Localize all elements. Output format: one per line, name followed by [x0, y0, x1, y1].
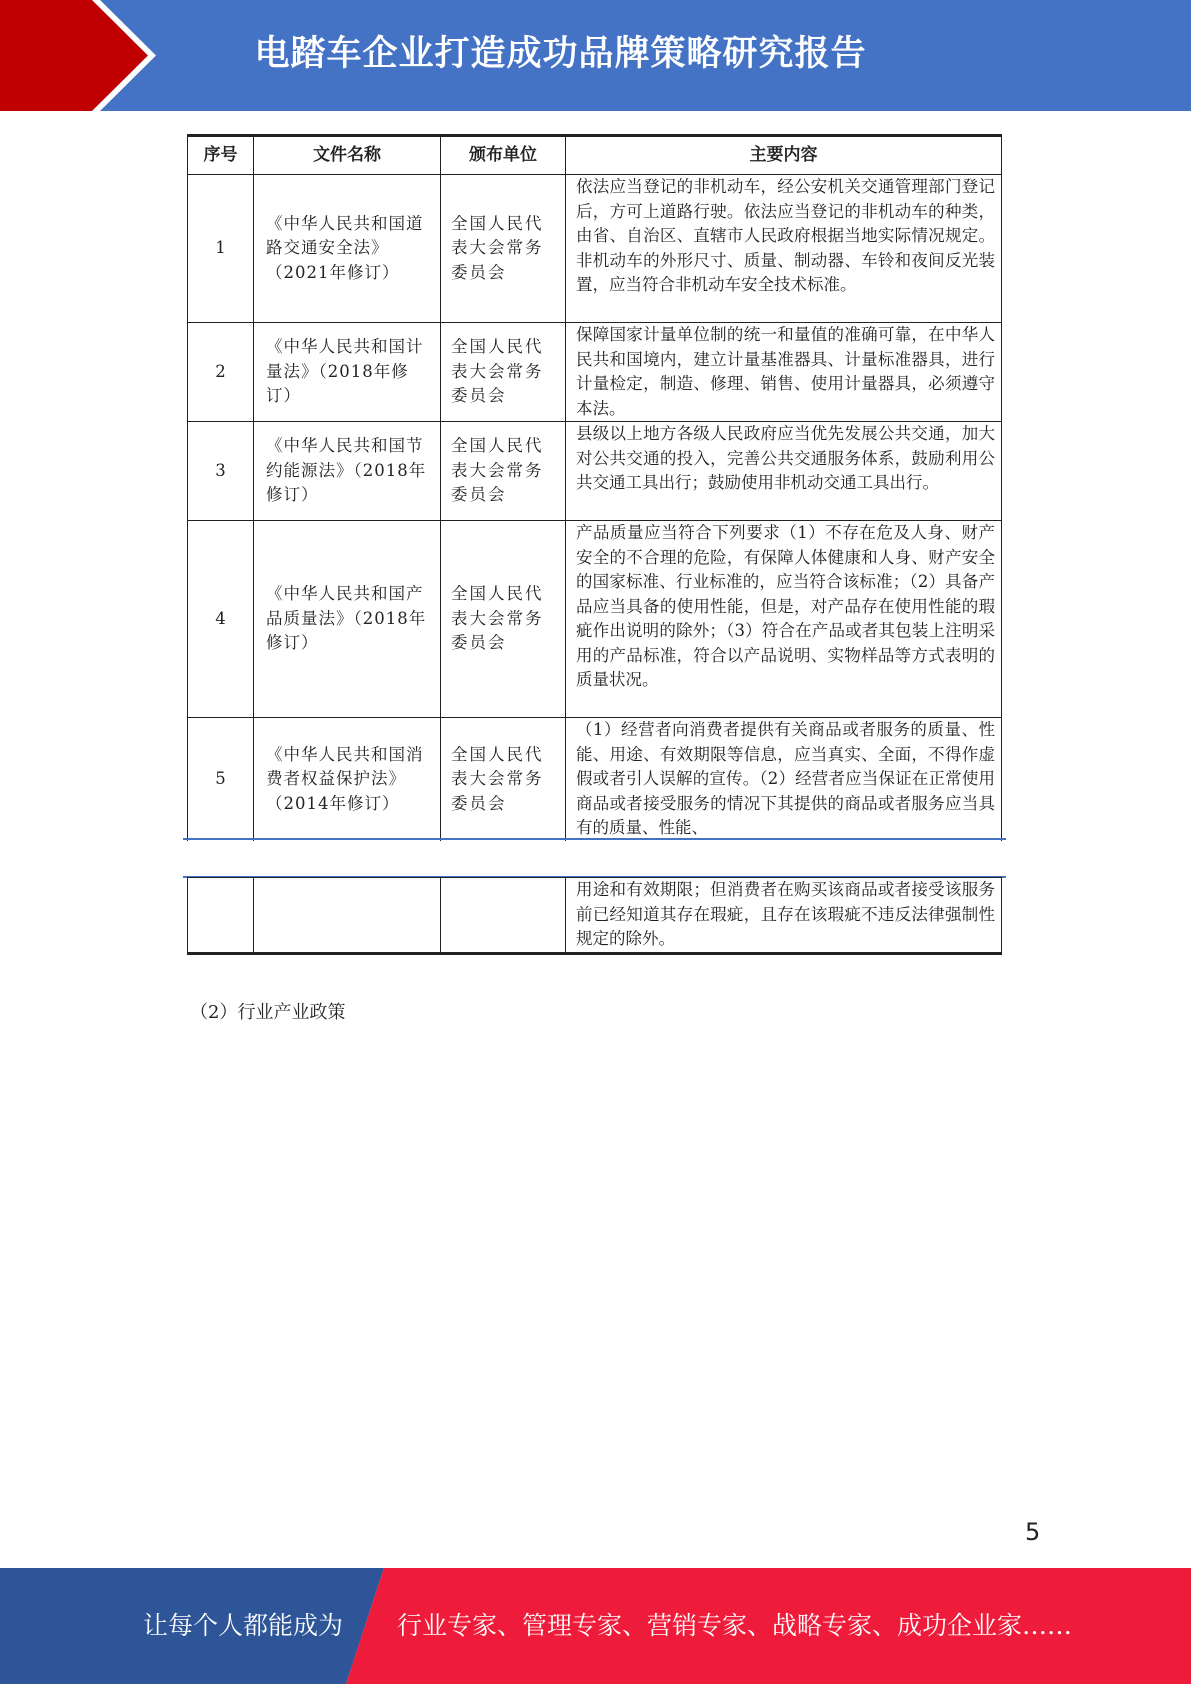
row-number: 2 [188, 323, 254, 422]
issuer: 全国人民代表大会常务委员会 [441, 323, 566, 422]
row-number: 5 [188, 718, 254, 841]
red-chevron-icon [0, 0, 160, 111]
column-header-number: 序号 [188, 136, 254, 175]
column-header-main-content: 主要内容 [566, 136, 1002, 175]
document-name [254, 878, 441, 954]
document-name: 《中华人民共和国产品质量法》（2018年修订） [254, 521, 441, 718]
issuer: 全国人民代表大会常务委员会 [441, 175, 566, 323]
row-number [188, 878, 254, 954]
footer-slogan-right: 行业专家、管理专家、营销专家、战略专家、成功企业家…… [397, 1611, 1073, 1640]
table-row [188, 878, 1002, 954]
main-content: 县级以上地方各级人民政府应当优先发展公共交通，加大对公共交通的投入，完善公共交通服务体系，鼓励利用公共交通工具出行；鼓励使用非机动交通工具出行。 [566, 422, 1002, 521]
table-row [188, 175, 1002, 323]
table-header-row [188, 136, 1002, 175]
column-header-document-name: 文件名称 [254, 136, 441, 175]
main-content: 保障国家计量单位制的统一和量值的准确可靠，在中华人民共和国境内，建立计量基准器具、计量标准器具，进行计量检定，制造、修理、销售、使用计量器具，必须遵守本法。 [566, 323, 1002, 422]
table-row [188, 718, 1002, 841]
main-content: （1）经营者向消费者提供有关商品或者服务的质量、性能、用途、有效期限等信息，应当真实、全面，不得作虚假或者引人误解的宣传。（2）经营者应当保证在正常使用商品或者接受服务的情况下其提供的商品或者服务应当具有的质量、性能、 [566, 718, 1002, 841]
footer-band [0, 1568, 1191, 1684]
row-number: 4 [188, 521, 254, 718]
document-name: 《中华人民共和国消费者权益保护法》（2014年修订） [254, 718, 441, 841]
report-title: 电踏车企业打造成功品牌策略研究报告 [254, 34, 867, 74]
table-row [188, 422, 1002, 521]
header-band [0, 0, 1191, 111]
issuer: 全国人民代表大会常务委员会 [441, 422, 566, 521]
document-name: 《中华人民共和国计量法》（2018年修订） [254, 323, 441, 422]
section-heading: （2）行业产业政策 [190, 1002, 346, 1023]
document-name: 《中华人民共和国节约能源法》（2018年修订） [254, 422, 441, 521]
regulations-table [187, 134, 1002, 841]
row-number: 3 [188, 422, 254, 521]
regulations-table-continued [187, 877, 1002, 955]
main-content: 产品质量应当符合下列要求（1）不存在危及人身、财产安全的不合理的危险，有保障人体健康和人身、财产安全的国家标准、行业标准的，应当符合该标准；（2）具备产品应当具备的使用性能，但是，对产品存在使用性能的瑕疵作出说明的除外；（3）符合在产品或者其包装上注明采用的产品标准，符合以产品说明、实物样品等方式表明的质量状况。 [566, 521, 1002, 718]
issuer [441, 878, 566, 954]
main-content: 用途和有效期限；但消费者在购买该商品或者接受该服务前已经知道其存在瑕疵，且存在该瑕疵不违反法律强制性规定的除外。 [566, 878, 1002, 954]
main-content: 依法应当登记的非机动车，经公安机关交通管理部门登记后，方可上道路行驶。依法应当登记的非机动车的种类，由省、自治区、直辖市人民政府根据当地实际情况规定。非机动车的外形尺寸、质量、制动器、车铃和夜间反光装置，应当符合非机动车安全技术标准。 [566, 175, 1002, 323]
document-name: 《中华人民共和国道路交通安全法》（2021年修订） [254, 175, 441, 323]
issuer: 全国人民代表大会常务委员会 [441, 718, 566, 841]
table-row [188, 323, 1002, 422]
table-row [188, 521, 1002, 718]
page-number: 5 [1025, 1518, 1041, 1546]
table-break-line [183, 838, 1006, 840]
footer-slogan-left: 让每个人都能成为 [143, 1611, 344, 1640]
issuer: 全国人民代表大会常务委员会 [441, 521, 566, 718]
row-number: 1 [188, 175, 254, 323]
column-header-issuer: 颁布单位 [441, 136, 566, 175]
